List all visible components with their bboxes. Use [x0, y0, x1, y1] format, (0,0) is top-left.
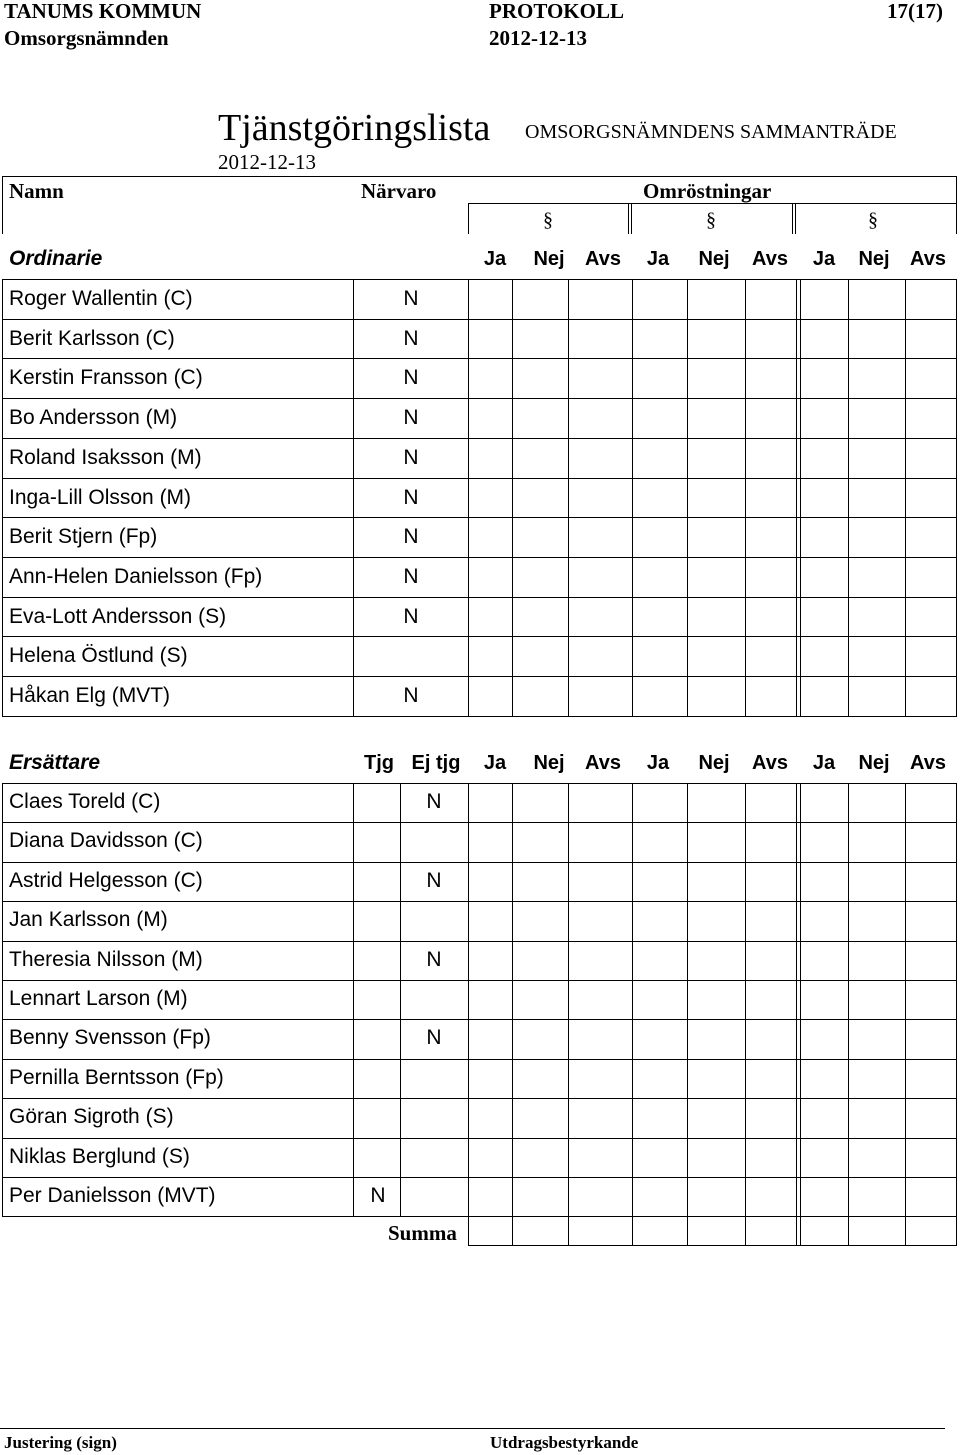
substitute-name: Jan Karlsson (M) [9, 908, 168, 931]
section-label-ersattare: Ersättare [9, 751, 101, 774]
name-divider [353, 783, 354, 1216]
vote-header-avs-3: Avs [910, 248, 946, 270]
column-header-ej-tjg: Ej tjg [411, 752, 461, 774]
vote-header-ers-avs-1: Avs [585, 752, 621, 774]
footer-utdragsbestyrkande: Utdragsbestyrkande [490, 1433, 639, 1452]
group-double-line [795, 203, 796, 234]
vote-divider [745, 279, 746, 716]
group-double-line [796, 279, 797, 716]
vote-divider [687, 279, 688, 716]
attendance-mark: N [403, 406, 419, 429]
vote-header-ers-nej-2: Nej [698, 752, 730, 774]
member-name: Eva-Lott Andersson (S) [9, 605, 227, 628]
footer-justering: Justering (sign) [4, 1433, 117, 1452]
member-name: Roger Wallentin (C) [9, 287, 193, 310]
vote-divider [512, 783, 513, 1246]
row-rule [2, 1019, 957, 1020]
row-rule [2, 1059, 957, 1060]
group-double-line [632, 783, 633, 1246]
member-name: Ann-Helen Danielsson (Fp) [9, 565, 263, 588]
summa-label: Summa [388, 1221, 457, 1245]
column-header-tjg: Tjg [364, 752, 394, 774]
name-divider [353, 279, 354, 716]
substitute-name: Astrid Helgesson (C) [9, 869, 203, 892]
vote-divider [745, 783, 746, 1246]
header-date: 2012-12-13 [489, 26, 587, 50]
summa-bottom-rule [468, 1245, 957, 1246]
member-name: Berit Karlsson (C) [9, 327, 175, 350]
row-rule [2, 478, 957, 479]
table-top-border [2, 176, 957, 177]
vote-header-ja-1: Ja [483, 248, 507, 270]
row-rule [2, 676, 957, 677]
meeting-date: 2012-12-13 [218, 150, 316, 174]
substitute-name: Diana Davidsson (C) [9, 829, 203, 852]
vote-header-ers-nej-3: Nej [858, 752, 890, 774]
right-border-header [956, 176, 957, 234]
member-name: Berit Stjern (Fp) [9, 525, 158, 548]
substitute-name: Claes Toreld (C) [9, 790, 161, 813]
group-double-line [628, 203, 629, 234]
substitute-name: Per Danielsson (MVT) [9, 1184, 216, 1207]
vote-divider [905, 279, 906, 716]
attendance-mark: N [403, 446, 419, 469]
substitute-name: Niklas Berglund (S) [9, 1145, 190, 1168]
page-title: Tjänstgöringslista [218, 107, 491, 149]
group-double-line [796, 783, 797, 1246]
vote-header-avs-1: Avs [585, 248, 621, 270]
right-border-ordinarie [956, 279, 957, 716]
ej-tjg-mark: N [426, 948, 442, 971]
substitute-name: Theresia Nilsson (M) [9, 948, 203, 971]
member-name: Bo Andersson (M) [9, 406, 178, 429]
column-header-attendance: Närvaro [361, 179, 437, 203]
vote-header-ja-3: Ja [812, 248, 836, 270]
section-bottom-rule [2, 716, 957, 717]
attendance-mark: N [403, 605, 419, 628]
row-rule [2, 1177, 957, 1178]
vote-header-ers-ja-3: Ja [812, 752, 836, 774]
row-rule [2, 557, 957, 558]
group-double-line [631, 203, 632, 234]
committee-name: Omsorgsnämnden [4, 26, 169, 50]
member-name: Roland Isaksson (M) [9, 446, 202, 469]
left-border-ersattare [2, 783, 3, 1216]
row-rule [2, 438, 957, 439]
vote-divider [848, 783, 849, 1246]
vote-header-ers-avs-2: Avs [752, 752, 788, 774]
vote-divider [905, 783, 906, 1246]
row-rule [2, 398, 957, 399]
group-double-line [792, 203, 793, 234]
left-border-header [2, 176, 3, 234]
vote-header-ers-ja-1: Ja [483, 752, 507, 774]
page-subtitle: OMSORGSNÄMNDENS SAMMANTRÄDE [525, 121, 897, 143]
paragraph-symbol-1: § [543, 209, 553, 231]
row-rule [2, 862, 957, 863]
attendance-mark: N [403, 486, 419, 509]
vote-divider [800, 783, 801, 1246]
substitute-name: Lennart Larson (M) [9, 987, 188, 1010]
attendance-mark: N [403, 366, 419, 389]
substitute-name: Pernilla Berntsson (Fp) [9, 1066, 224, 1089]
vote-divider [687, 783, 688, 1246]
org-name: TANUMS KOMMUN [4, 0, 202, 23]
paragraph-symbol-2: § [706, 209, 716, 231]
row-rule [2, 636, 957, 637]
row-rule [2, 1098, 957, 1099]
right-border-ersattare [956, 783, 957, 1246]
ej-tjg-mark: N [426, 869, 442, 892]
row-rule [2, 901, 957, 902]
vote-header-nej-3: Nej [858, 248, 890, 270]
vote-header-ers-avs-3: Avs [910, 752, 946, 774]
paragraph-symbol-3: § [868, 209, 878, 231]
attendance-mark: N [403, 327, 419, 350]
vote-divider [468, 783, 469, 1246]
substitute-name: Göran Sigroth (S) [9, 1105, 174, 1128]
vote-header-divider [468, 203, 469, 234]
row-rule [2, 941, 957, 942]
row-rule [2, 279, 957, 280]
row-rule [2, 319, 957, 320]
ej-tjg-mark: N [426, 790, 442, 813]
column-header-name: Namn [9, 179, 64, 203]
row-rule [2, 358, 957, 359]
attendance-mark: N [403, 525, 419, 548]
vote-divider [512, 279, 513, 716]
row-rule [2, 597, 957, 598]
vote-header-avs-2: Avs [752, 248, 788, 270]
column-header-votes: Omröstningar [643, 179, 772, 203]
page-number: 17(17) [887, 0, 943, 23]
group-double-line [632, 279, 633, 716]
attendance-mark: N [403, 287, 419, 310]
attendance-mark: N [403, 684, 419, 707]
row-rule [2, 783, 957, 784]
vote-header-ers-nej-1: Nej [533, 752, 565, 774]
vote-divider [800, 279, 801, 716]
member-name: Kerstin Fransson (C) [9, 366, 203, 389]
vote-divider [468, 279, 469, 716]
section-bottom-rule [2, 1216, 957, 1217]
section-label-ordinarie: Ordinarie [9, 247, 103, 270]
member-name: Håkan Elg (MVT) [9, 684, 171, 707]
tjg-mark: N [370, 1184, 386, 1207]
doc-type: PROTOKOLL [489, 0, 624, 23]
row-rule [2, 517, 957, 518]
row-rule [2, 1138, 957, 1139]
vote-header-nej-1: Nej [533, 248, 565, 270]
votes-header-rule [468, 203, 957, 204]
tjg-divider [400, 783, 401, 1216]
vote-header-ja-2: Ja [646, 248, 670, 270]
row-rule [2, 980, 957, 981]
member-name: Inga-Lill Olsson (M) [9, 486, 192, 509]
footer-rule [0, 1428, 945, 1429]
left-border-ordinarie [2, 279, 3, 716]
row-rule [2, 822, 957, 823]
attendance-mark: N [403, 565, 419, 588]
vote-header-ers-ja-2: Ja [646, 752, 670, 774]
member-name: Helena Östlund (S) [9, 644, 188, 667]
vote-divider [568, 279, 569, 716]
vote-divider [568, 783, 569, 1246]
vote-header-nej-2: Nej [698, 248, 730, 270]
ej-tjg-mark: N [426, 1026, 442, 1049]
substitute-name: Benny Svensson (Fp) [9, 1026, 211, 1049]
vote-divider [848, 279, 849, 716]
